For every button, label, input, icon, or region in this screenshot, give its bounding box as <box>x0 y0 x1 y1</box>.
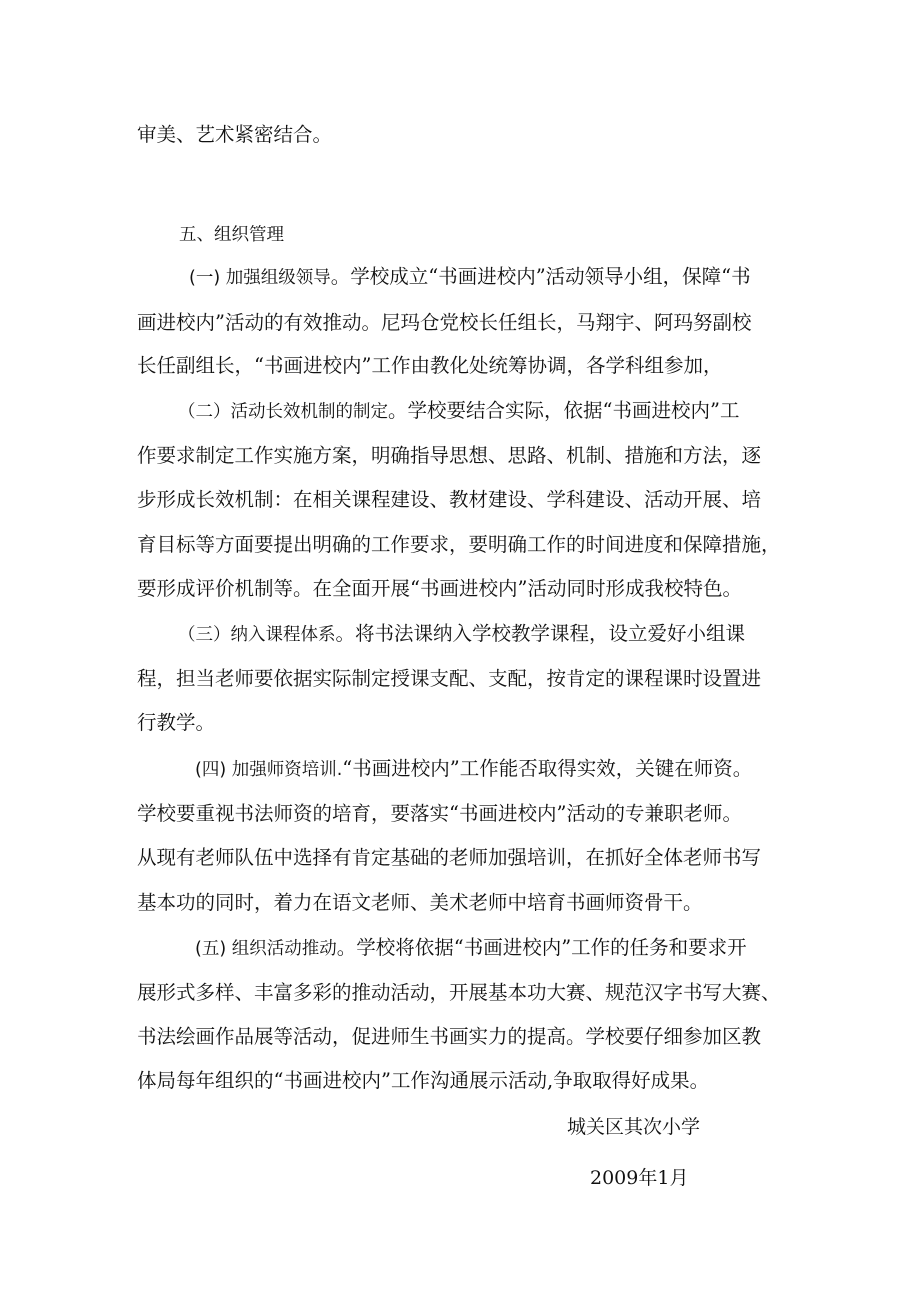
paragraph-line: 要形成评价机制等。在全面开展“书画进校内”活动同时形成我校特色。 <box>137 577 742 600</box>
signature-date: 2009年1月 <box>590 1167 689 1189</box>
paragraph-line: 步形成长效机制：在相关课程建设、教材建设、学科建设、活动开展、培 <box>137 488 762 511</box>
intro-tail-line: 审美、艺术紧密结合。 <box>137 123 333 146</box>
item-heading: (五) 组织活动推动 <box>195 939 337 959</box>
item-text: “书画进校内”工作能否取得实效，关键在师资。 <box>342 757 753 780</box>
signature-organization: 城关区其次小学 <box>567 1116 701 1138</box>
item-heading: (四) 加强师资培训. <box>195 760 343 780</box>
paragraph-line: 程，担当老师要依据实际制定授课支配、支配，按肯定的课程课时设置进 <box>137 667 762 690</box>
paragraph-line <box>178 624 745 645</box>
item-text: 。学校成立“书画进校内”活动领导小组，保障“书 <box>330 265 751 288</box>
item-heading: （三）纳入课程体系 <box>178 625 336 645</box>
paragraph-line: 展形式多样、丰富多彩的推动活动，开展基本功大赛、规范汉字书写大赛、 <box>137 981 781 1004</box>
paragraph-line: 作要求制定工作实施方案，明确指导思想、思路、机制、措施和方法，逐 <box>137 444 762 467</box>
item-heading: （二）活动长效机制的制定 <box>178 402 388 422</box>
paragraph-line: 书法绘画作品展等活动，促进师生书画实力的提高。学校要仔细参加区教 <box>137 1025 762 1048</box>
paragraph-line <box>195 759 752 780</box>
paragraph-line: 从现有老师队伍中选择有肯定基础的老师加强培训，在抓好全体老师书写 <box>137 846 762 869</box>
paragraph-line: 体局每年组织的“书画进校内”工作沟通展示活动,争取取得好成果。 <box>137 1069 710 1092</box>
paragraph-line: 基本功的同时，着力在语文老师、美术老师中培育书画师资骨干。 <box>137 891 703 914</box>
section-title: 五、组织管理 <box>179 225 284 245</box>
paragraph-line: 育目标等方面要提出明确的工作要求，要明确工作的时间进度和保障措施， <box>137 533 781 556</box>
item-text: 。学校将依据“书画进校内”工作的任务和要求开 <box>336 936 747 959</box>
paragraph-line <box>189 267 751 288</box>
item-text: 。学校要结合实际，依据“书画进校内”工 <box>388 399 740 422</box>
paragraph-line: 长任副组长，“书画进校内”工作由教化处统筹协调，各学科组参加， <box>137 354 723 377</box>
paragraph-line: 学校要重视书法师资的培育，要落实“书画进校内”活动的专兼职老师。 <box>137 802 742 825</box>
item-text: 。将书法课纳入学校教学课程，设立爱好小组课 <box>335 622 746 645</box>
paragraph-line: 画进校内”活动的有效推动。尼玛仓党校长任组长，马翔宇、阿玛努副校 <box>137 311 752 334</box>
paragraph-line <box>195 938 747 959</box>
paragraph-line <box>178 401 739 422</box>
item-heading: (一) 加强组级领导 <box>189 268 331 288</box>
paragraph-line: 行教学。 <box>137 711 216 734</box>
